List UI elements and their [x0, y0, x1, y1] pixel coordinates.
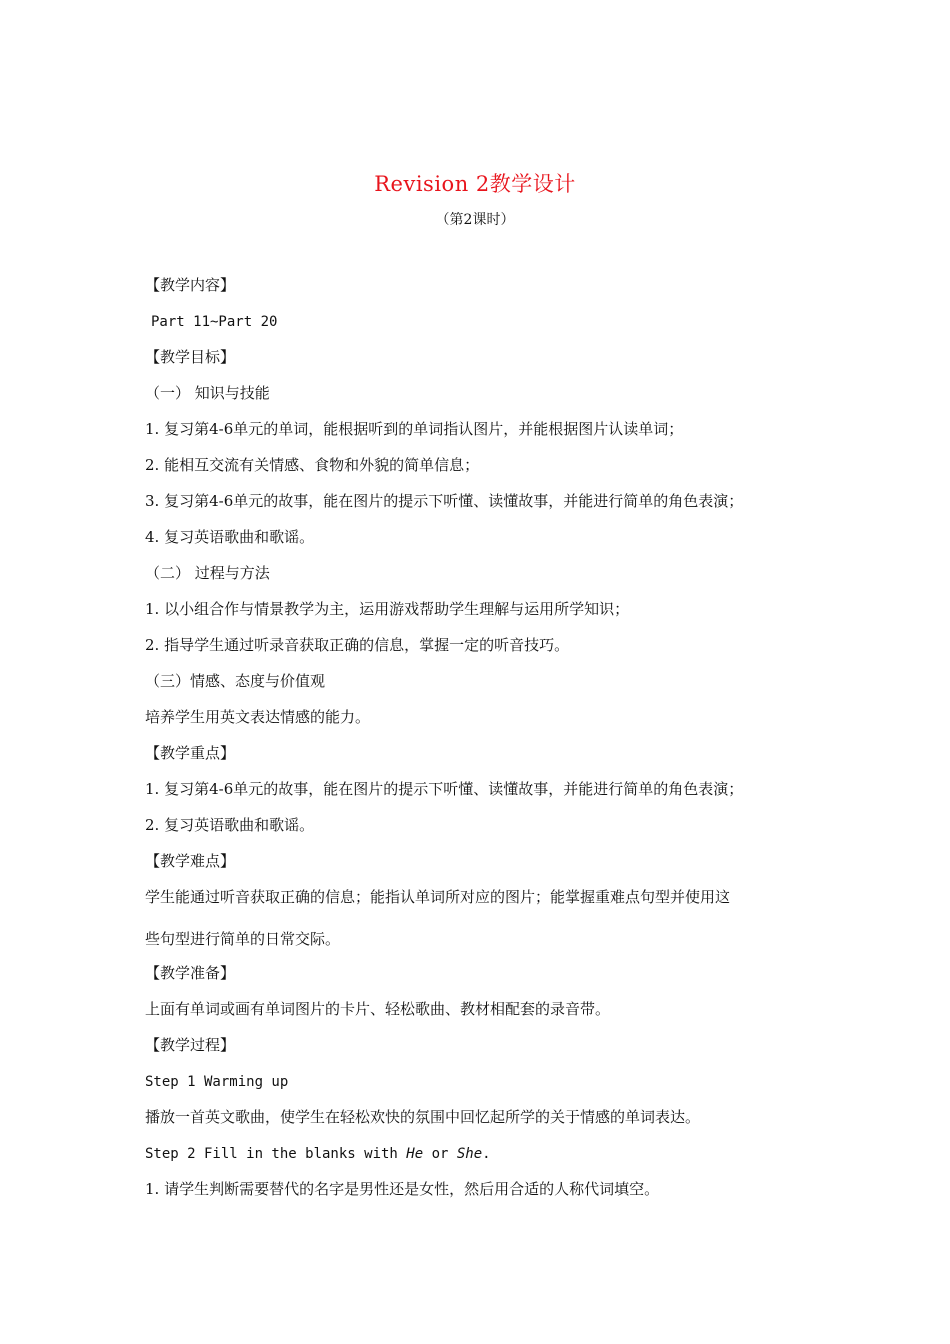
difficulty-heading: 【教学难点】 [145, 852, 236, 870]
content-heading: 【教学内容】 [145, 276, 236, 294]
goals-heading: 【教学目标】 [145, 348, 236, 366]
goal2-heading: （二） 过程与方法 [145, 564, 270, 582]
step2-period: . [482, 1146, 491, 1162]
step2-title [145, 1143, 825, 1165]
goal1-item: 2. 能相互交流有关情感、食物和外貌的简单信息； [145, 456, 480, 474]
step2-title-prefix: Step 2 Fill in the blanks with [145, 1146, 407, 1162]
pronoun-she: She [456, 1146, 483, 1162]
step1-text: 播放一首英文歌曲，使学生在轻松欢快的氛围中回忆起所学的关于情感的单词表达。 [145, 1108, 701, 1126]
goal1-item: 3. 复习第4-6单元的故事，能在图片的提示下听懂、读懂故事，并能进行简单的角色表演； [145, 492, 744, 510]
goal3-heading: （三）情感、态度与价值观 [145, 672, 326, 690]
difficulty-line: 些句型进行简单的日常交际。 [145, 930, 341, 948]
goal2-item: 1. 以小组合作与情景教学为主，运用游戏帮助学生理解与运用所学知识； [145, 600, 630, 618]
process-heading: 【教学过程】 [145, 1036, 236, 1054]
focus-heading: 【教学重点】 [145, 744, 236, 762]
goal1-item: 4. 复习英语歌曲和歌谣。 [145, 528, 315, 546]
lesson-number: （第2课时） [435, 212, 515, 228]
focus-item: 2. 复习英语歌曲和歌谣。 [145, 816, 315, 834]
step1-title: Step 1 Warming up [145, 1074, 289, 1090]
step2-or: or [423, 1146, 457, 1162]
prep-heading: 【教学准备】 [145, 964, 236, 982]
pronoun-he: He [406, 1146, 424, 1162]
goal1-heading: （一） 知识与技能 [145, 384, 270, 402]
focus-item: 1. 复习第4-6单元的故事，能在图片的提示下听懂、读懂故事，并能进行简单的角色表演； [145, 780, 744, 798]
difficulty-line: 学生能通过听音获取正确的信息；能指认单词所对应的图片；能掌握重难点句型并使用这 [145, 888, 731, 906]
document-title: Revision 2教学设计 [374, 172, 576, 196]
step2-item: 1. 请学生判断需要替代的名字是男性还是女性，然后用合适的人称代词填空。 [145, 1180, 660, 1198]
goal3-text: 培养学生用英文表达情感的能力。 [145, 708, 371, 726]
content-text: Part 11~Part 20 [151, 314, 278, 330]
prep-text: 上面有单词或画有单词图片的卡片、轻松歌曲、教材相配套的录音带。 [145, 1000, 611, 1018]
goal1-item: 1. 复习第4-6单元的单词，能根据听到的单词指认图片，并能根据图片认读单词； [145, 420, 684, 438]
goal2-item: 2. 指导学生通过听录音获取正确的信息，掌握一定的听音技巧。 [145, 636, 570, 654]
